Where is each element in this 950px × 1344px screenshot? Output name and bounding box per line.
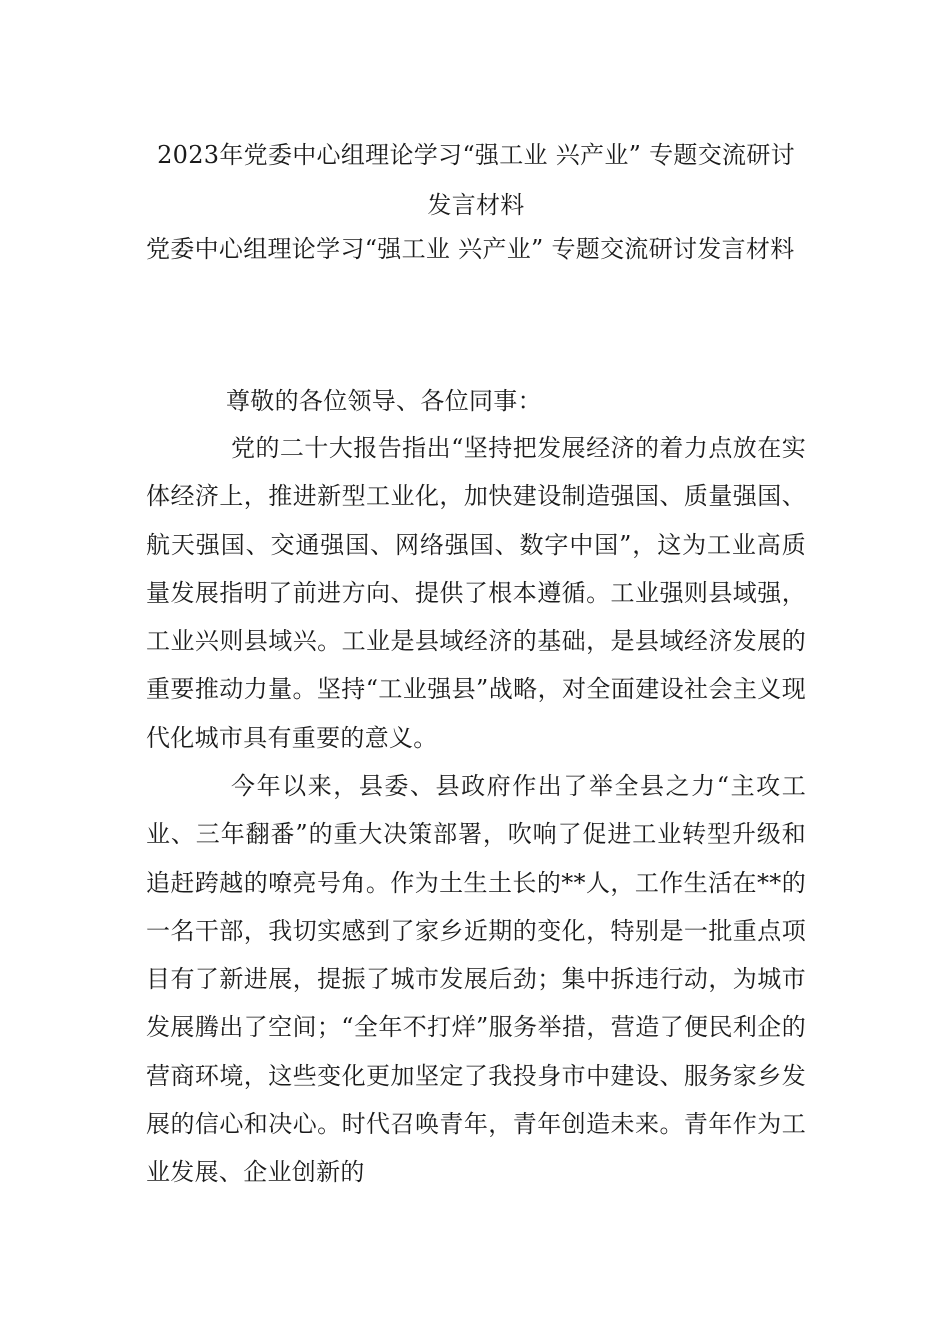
document-subtitle: 党委中心组理论学习“强工业 兴产业” 专题交流研讨发言材料 bbox=[146, 235, 795, 263]
salutation: 尊敬的各位领导、各位同事： bbox=[226, 387, 542, 415]
body-paragraph-2: 今年以来，县委、县政府作出了举全县之力“主攻工业、三年翻番”的重大决策部署，吹响了促进工业转型升级和追赶跨越的嘹亮号角。作为土生土长的**人，工作生活在**的一名干部，我切实感到了家乡近期的变化，特别是一批重点项目有了新进展，提振了城市发展后劲；集中拆违行动，为城市发展腾出了空间；“全年不打烊”服务举措，营造了便民利企的营商环境，这些变化更加坚定了我投身市中建设、服务家乡发展的信心和决心。时代召唤青年，青年创造未来。青年作为工业发展、企业创新的 bbox=[146, 772, 806, 1187]
body-paragraph-1: 党的二十大报告指出“坚持把发展经济的着力点放在实体经济上，推进新型工业化，加快建设制造强国、质量强国、航天强国、交通强国、网络强国、数字中国”，这为工业高质量发展指明了前进方向、提供了根本遵循。工业强则县域强，工业兴则县域兴。工业是县域经济的基础，是县域经济发展的重要推动力量。坚持“工业强县”战略，对全面建设社会主义现代化城市具有重要的意义。 bbox=[146, 434, 806, 752]
document-title: 2023年党委中心组理论学习“强工业 兴产业” 专题交流研讨发言材料 bbox=[157, 141, 795, 219]
